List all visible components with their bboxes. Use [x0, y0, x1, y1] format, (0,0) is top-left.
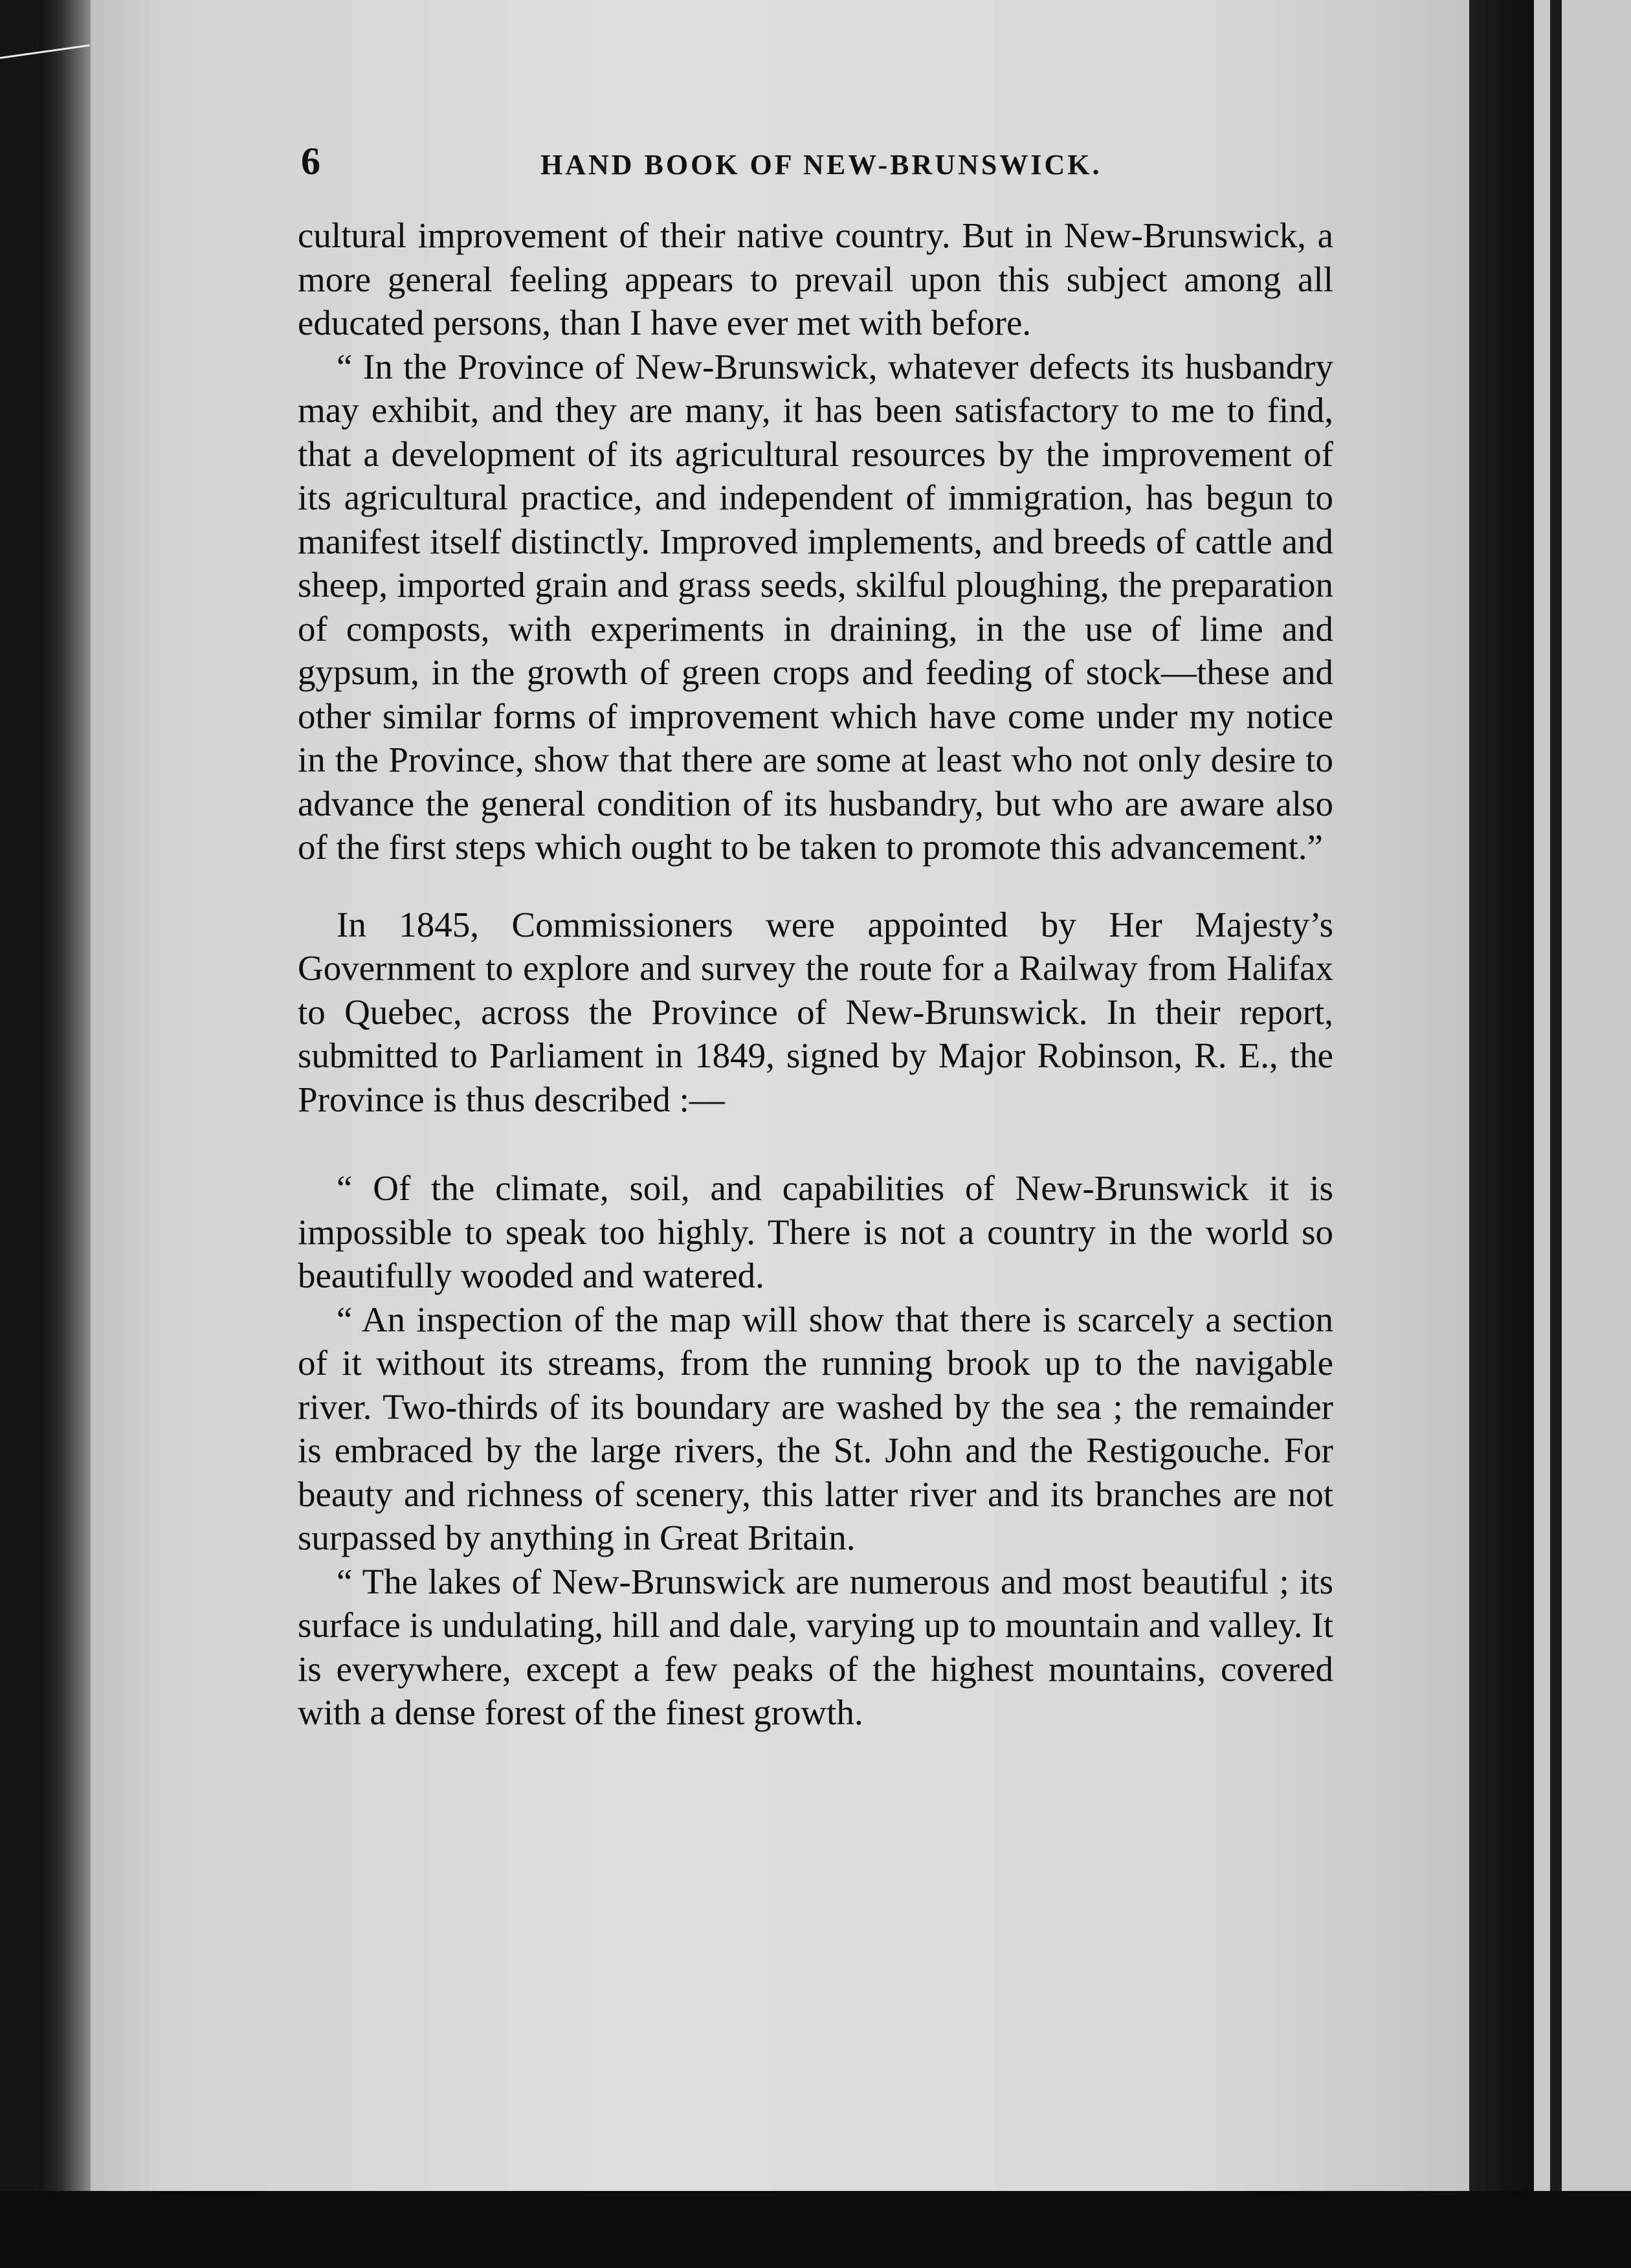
- facing-page-border: [1550, 0, 1562, 2268]
- page-body: [298, 214, 1333, 1735]
- running-head: HAND BOOK OF NEW-BRUNSWICK.: [540, 149, 1102, 181]
- paragraph: In 1845, Commissioners were appointed by Her Majesty’s Government to explore and survey the route for a Railway from Halifax to Quebec, across the Province of New-Brunswick. In their report, submitted to Parliament in 1849, signed by Major Robinson, R. E., the Province is thus described :—: [298, 904, 1333, 1119]
- paragraph: “ An inspection of the map will show that there is scarcely a section of it without its streams, from the running brook up to the navigable river. Two-thirds of its boundary are washed by the sea ; the remainder is embraced by the large rivers, the St. John and the Restigouche. For beauty and richness of scenery, this latter river and its branches are not surpassed by anything in Great Britain.: [298, 1299, 1333, 1557]
- paragraph-gap: [298, 1121, 1333, 1166]
- paragraph: “ In the Province of New-Brunswick, whatever defects its husbandry may exhibit, and they are many, it has been satisfactory to me to find, that a development of its agricultural resources by the improvement of its agricultural practice, and independent of immigration, has begun to manifest itself distinctly. Improved implements, and breeds of cattle and sheep, imported grain and grass seeds, skilful ploughing, the preparation of composts, with experiments in draining, in the use of lime and gypsum, in the growth of green crops and feeding of stock—these and other similar forms of improvement which have come under my notice in the Province, show that there are some at least who not only desire to advance the general condition of its husbandry, but who are aware also of the first steps which ought to be taken to promote this advancement.”: [298, 346, 1333, 867]
- binding-shadow: [39, 0, 91, 2268]
- page-header: [301, 139, 1430, 191]
- page-number: 6: [301, 140, 320, 183]
- paragraph-gap: [298, 869, 1333, 903]
- paragraph: “ The lakes of New-Brunswick are numerous and most beautiful ; its surface is undulating, hill and dale, varying up to mountain and valley. It is everywhere, except a few peaks of the highest mountains, covered with a dense forest of the finest growth.: [298, 1561, 1333, 1732]
- paragraph: “ Of the climate, soil, and capabilities of New-Brunswick it is impossible to speak too highly. There is not a country in the world so beautifully wooded and watered.: [298, 1168, 1333, 1295]
- paragraph: cultural improvement of their native country. But in New-Brunswick, a more general feeling appears to prevail upon this subject among all educated persons, than I have ever met with before.: [298, 216, 1333, 342]
- facing-page-edge: [1534, 0, 1631, 2268]
- scan-bottom-band: [0, 2191, 1631, 2268]
